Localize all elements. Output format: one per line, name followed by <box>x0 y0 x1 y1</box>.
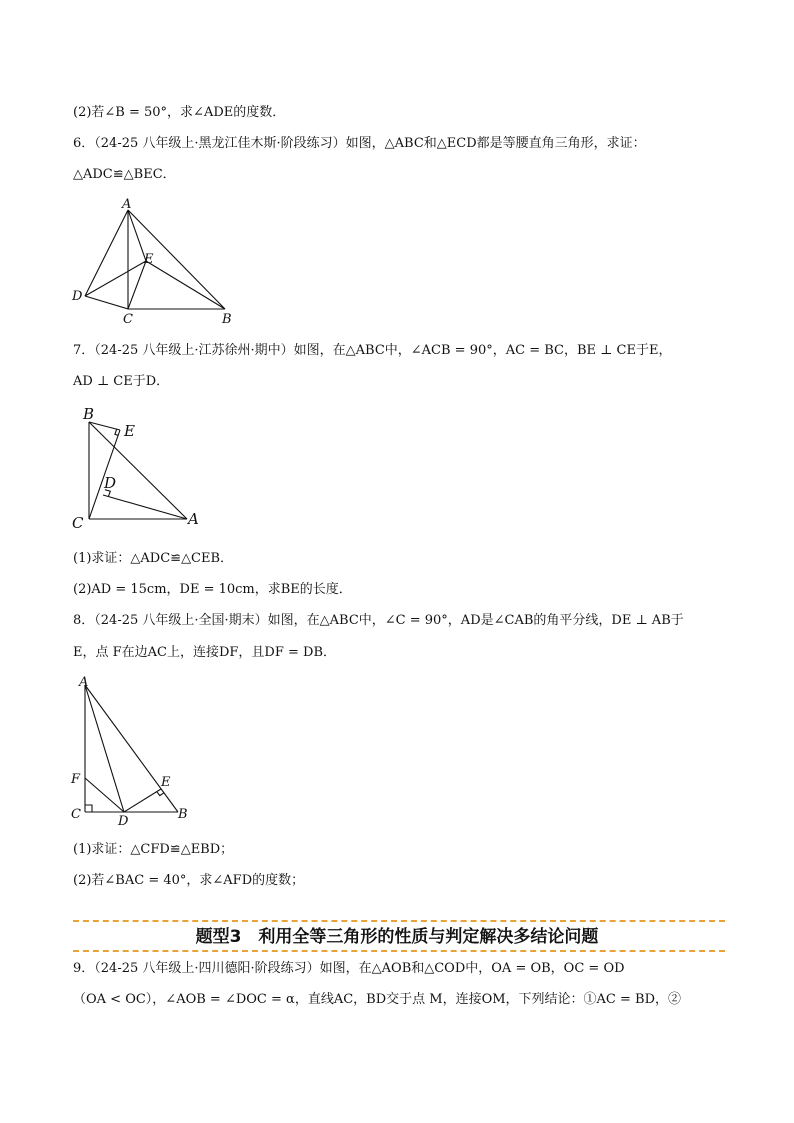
fig3-label-f: F <box>71 772 81 787</box>
section-divider-top <box>73 920 725 922</box>
fig3-label-d: D <box>118 814 129 829</box>
fig2-label-b: B <box>83 405 95 423</box>
fig2-label-d: D <box>104 474 117 492</box>
fig3-label-e: E <box>161 775 171 790</box>
fig2-label-c: C <box>72 514 84 532</box>
question-7-part-1: (1)求证：△ADC≌△CEB． <box>73 551 234 566</box>
fig3-label-b: B <box>178 807 188 822</box>
fig3-label-a: A <box>79 675 89 690</box>
question-8-part-2: (2)若∠BAC = 40°，求∠AFD的度数； <box>73 873 305 888</box>
fig1-label-a: A <box>122 197 132 212</box>
fig2-label-e: E <box>124 422 135 440</box>
question-8-stem-cont: E，点 F在边AC上，连接DF，且DF = DB． <box>73 645 336 660</box>
fig1-label-c: C <box>123 312 133 327</box>
fig1-label-d: D <box>72 289 83 304</box>
question-6-stem: 6．（24-25 八年级上·黑龙江佳木斯·阶段练习）如图，△ABC和△ECD都是等腰直角三角形，求证： <box>73 136 646 151</box>
fig3-label-c: C <box>71 807 81 822</box>
section-divider-bottom <box>73 950 725 952</box>
question-9-stem-cont: （OA < OC），∠AOB = ∠DOC = α，直线AC，BD交于点 M，连接OM，下列结论：①AC = BD，② <box>73 992 682 1007</box>
fig1-label-e: E <box>144 252 154 267</box>
question-6-stem-cont: △ADC≌△BEC． <box>73 167 176 182</box>
question-5-part-2: (2)若∠B = 50°，求∠ADE的度数． <box>73 105 286 120</box>
figure-question-6 <box>70 196 250 328</box>
question-8-part-1: (1)求证：△CFD≌△EBD； <box>73 842 234 857</box>
fig2-label-a: A <box>188 510 199 528</box>
figure-question-8 <box>68 673 198 831</box>
section-title: 题型3 利用全等三角形的性质与判定解决多结论问题 <box>195 927 599 947</box>
fig1-label-b: B <box>222 312 232 327</box>
figure-question-7 <box>70 404 210 530</box>
question-7-stem-cont: AD ⊥ CE于D． <box>73 374 170 389</box>
question-9-stem: 9．（24-25 八年级上·四川德阳·阶段练习）如图，在△AOB和△COD中，OA = OB，OC = OD <box>73 961 625 976</box>
question-7-stem: 7．（24-25 八年级上·江苏徐州·期中）如图，在△ABC中，∠ACB = 90°，AC = BC，BE ⊥ CE于E， <box>73 343 672 358</box>
question-7-part-2: (2)AD = 15cm，DE = 10cm，求BE的长度． <box>73 582 352 597</box>
question-8-stem: 8．（24-25 八年级上·全国·期末）如图，在△ABC中，∠C = 90°，AD是∠CAB的角平分线，DE ⊥ AB于 <box>73 613 684 628</box>
